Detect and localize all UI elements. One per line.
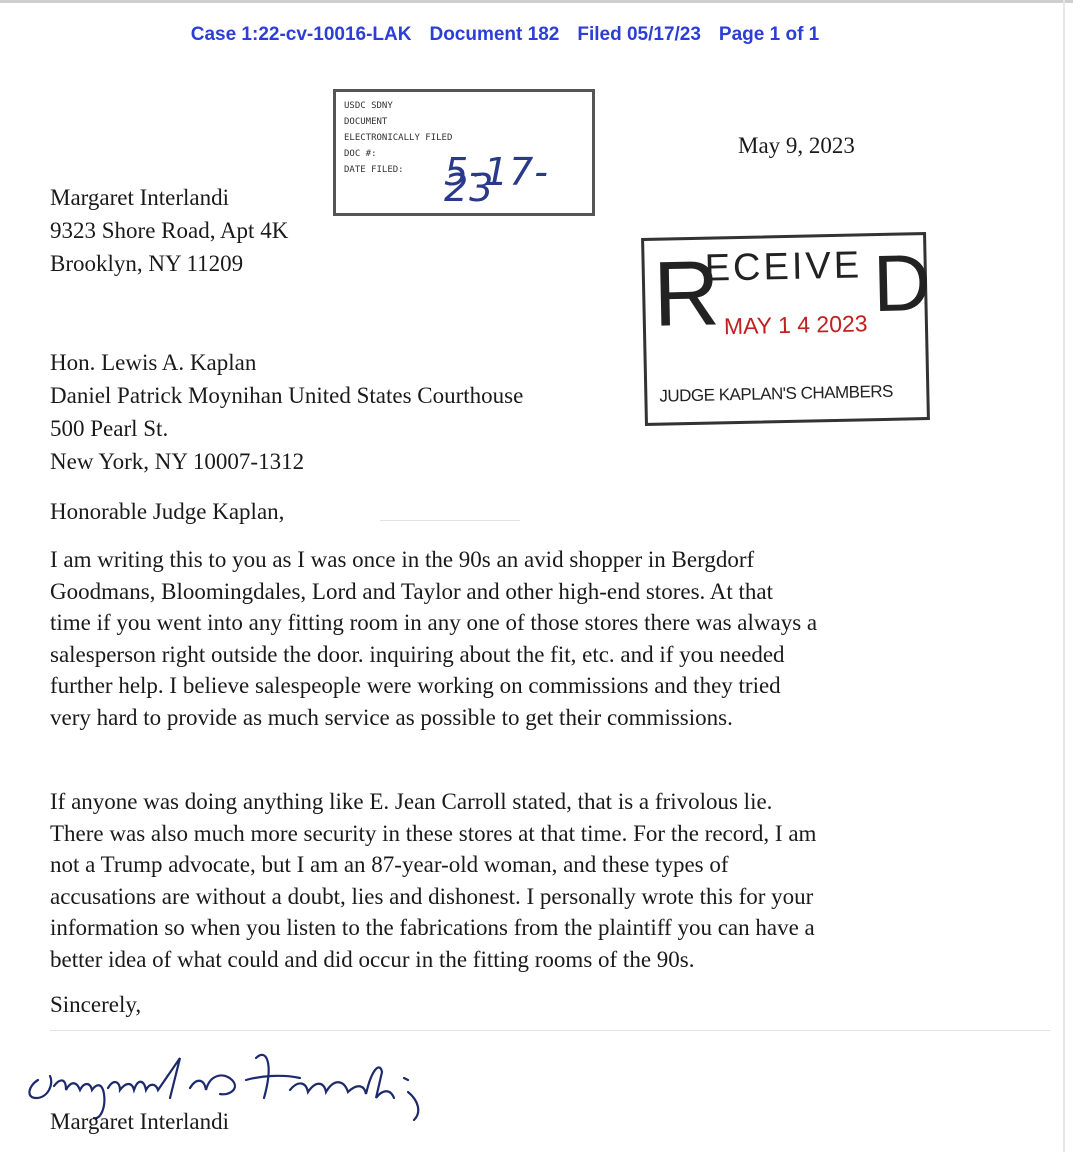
sender-address — [50, 181, 288, 280]
case-number: Case 1:22-cv-10016-LAK — [190, 24, 412, 45]
paragraph-line: salesperson right outside the door. inquiring about the fit, etc. and if you needed — [50, 641, 785, 667]
paragraph-line: accusations are without a doubt, lies and dishonest. I personally wrote this for your — [50, 883, 814, 909]
recipient-address — [50, 346, 523, 478]
signature-name: Margaret Interlandi — [50, 1109, 230, 1134]
recipient-name: Hon. Lewis A. Kaplan — [50, 350, 257, 375]
paragraph-line: further help. I believe salespeople were working on commissions and they tried — [50, 673, 781, 698]
paragraph-line: Goodmans, Bloomingdales, Lord and Taylor and other high-end stores. At that — [50, 578, 773, 604]
received-stamp — [641, 232, 930, 426]
paragraph-line: I am writing this to you as I was once in the 90s an avid shopper in Bergdorf — [50, 547, 755, 572]
scan-artifact-line — [380, 520, 520, 521]
filed-stamp-handwritten-date: 5-17-23 — [444, 150, 549, 210]
letter-date: May 9, 2023 — [738, 133, 855, 158]
right-border — [1063, 0, 1065, 1152]
received-stamp-r: R — [652, 242, 721, 346]
recipient-city: New York, NY 10007-1312 — [50, 449, 305, 474]
sender-city: Brooklyn, NY 11209 — [50, 251, 244, 276]
recipient-street: 500 Pearl St. — [50, 416, 169, 441]
top-border — [0, 0, 1073, 3]
case-header — [0, 24, 1010, 46]
recipient-building: Daniel Patrick Moynihan United States Courthouse — [50, 383, 524, 408]
filed-stamp-line: DOCUMENT — [344, 117, 388, 127]
filed-stamp-line: DOC #: — [344, 149, 377, 159]
sender-name: Margaret Interlandi — [50, 185, 230, 210]
filed-stamp-line: DATE FILED: — [344, 165, 404, 175]
document-number: Document 182 — [429, 24, 560, 45]
salutation: Honorable Judge Kaplan, — [50, 499, 285, 524]
paragraph-line: information so when you listen to the fabrications from the plaintiff you can have a — [50, 915, 815, 940]
paragraph-line: better idea of what could and did occur in the fitting rooms of the 90s. — [50, 946, 695, 972]
paragraph-2 — [50, 786, 950, 975]
filed-stamp — [333, 89, 595, 216]
paragraph-line: not a Trump advocate, but I am an 87-year-old woman, and these types of — [50, 852, 729, 877]
filed-date: Filed 05/17/23 — [577, 24, 701, 45]
closing: Sincerely, — [50, 992, 142, 1017]
paragraph-1 — [50, 544, 950, 733]
received-stamp-middle: ECEIVE — [704, 244, 863, 290]
paragraph-line: very hard to provide as much service as possible to get their commissions. — [50, 704, 733, 730]
paragraph-line: If anyone was doing anything like E. Jean Carroll stated, that is a frivolous lie. — [50, 789, 773, 814]
received-stamp-chambers: JUDGE KAPLAN'S CHAMBERS — [659, 381, 894, 406]
paragraph-line: There was also much more security in these stores at that time. For the record, I am — [50, 820, 817, 846]
filed-stamp-line: USDC SDNY — [344, 101, 393, 111]
page-number: Page 1 of 1 — [718, 24, 820, 45]
received-stamp-date: MAY 1 4 2023 — [723, 310, 868, 340]
paragraph-line: time if you went into any fitting room in any one of those stores there was always a — [50, 610, 818, 635]
received-stamp-d: D — [872, 237, 932, 329]
filed-stamp-line: ELECTRONICALLY FILED — [344, 133, 453, 143]
sender-street: 9323 Shore Road, Apt 4K — [50, 218, 289, 243]
